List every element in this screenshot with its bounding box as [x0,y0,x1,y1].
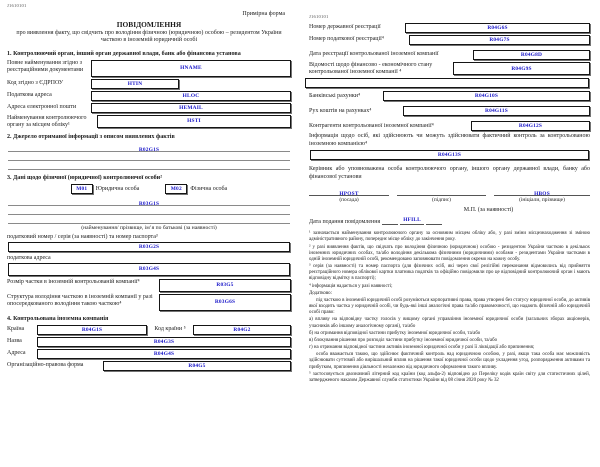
footnote-1: ¹ зазначається найменування контролюючого органу за основним місцем обліку або, у разі зміни місцезнаходження зі зміною адміністративного району, попереднє місце обліку до закінчення року. [309,231,590,243]
legal-person-label: Юридична особа [95,185,140,192]
initials-value: HBOS [534,191,550,198]
field-row-company-address [7,349,291,359]
tax-address-field[interactable] [91,91,291,101]
natural-person-label: Фізична особа [190,185,228,192]
tax-reg-number-field[interactable] [409,35,590,45]
form-subtitle: про виявлення факту, що свідчить про володіння фізичною (юридичною) особою – резидентом України часткою в іноземній юридичній особі [16,30,282,44]
edrpou-value: HTIN [127,80,143,87]
country-code-value: R04G2 [233,326,251,333]
field-row-reg-date [309,50,590,60]
blank-line[interactable] [382,217,398,225]
control-info-value: R04G13S [437,152,462,159]
bank-accounts-label: Банківські рахунки⁴ [309,92,361,99]
blank-line[interactable] [8,215,290,224]
share-size-field[interactable] [159,279,291,292]
section4-heading: 4. Контрольована іноземна компанія [7,315,109,322]
reg-date-label: Дата реєстрації контрольованої іноземної компанії [309,51,439,58]
counterparties-label: Контрагенти контрольованої іноземної компанії⁴ [309,122,434,129]
legal-person-code: М01 [76,185,88,192]
tax-reg-number-label: Номер податкової реєстрації⁴ [309,36,384,43]
person-tax-address-field[interactable] [8,263,290,276]
company-name-value: R04G3S [153,338,175,345]
signature-sign-column [397,187,486,203]
legal-person-option [71,184,140,194]
stamp-note: М.П. (за наявності) [463,207,514,214]
post-caption: (посада) [339,197,359,204]
company-address-label: Адреса [7,350,26,357]
section1-heading: 1. Контролюючий орган, інший орган державної влади, банк або фінансова установа [7,50,241,57]
submission-date-label: Дата подання повідомлення [309,219,381,226]
blank-line[interactable] [8,161,290,170]
reg-date-value: R04G8D [520,52,543,58]
state-reg-number-label: Номер державної реєстрації [309,24,381,31]
email-label: Адреса електронної пошти [7,104,77,111]
edrpou-label: Код згідно з ЄДРПОУ [7,80,64,87]
full-name-label: Повне найменування згідно з реєстраційними документами [7,59,84,73]
sign-caption: (підпис) [432,197,451,204]
form-title: ПОВІДОМЛЕННЯ [116,20,182,29]
field-row-tax-reg-number [309,35,590,45]
signature-intro: Керівник або уповноважена особа контролюючого органу, іншого органу державної влади, банку або фінансової установи [309,166,590,180]
person-type-row [7,184,291,194]
field-row-tax-address [7,91,291,101]
financial-state-field[interactable] [453,62,590,75]
footnote-item-v: в) блокування рішення про розподіл частини прибутку іноземної юридичної особи, та/або [309,337,498,343]
company-name-label: Назва [7,338,22,345]
bank-accounts-value: R04G10S [474,93,499,100]
company-name-field[interactable] [37,337,291,347]
form-page-2 [300,0,600,467]
source-info-value: R02G1S [138,146,160,153]
legal-form-field[interactable] [103,361,291,371]
control-info-label: Інформація щодо осіб, які здійснюють чи можуть здійснювати фактичний контроль за контрольованою іноземною компанією⁴ [309,133,590,147]
tax-address-label: Податкова адреса [7,92,52,99]
footnote-actual-control: особа вважається такою, що здійснює фактичний контроль над юридичною особою, у разі, якщо така особа має можливість здійснювати суттєвий або вирішальний вплив на рішення такої юридичної особи щодо укладення угод, розпорядження активами та прибутком, припинення діяльності незалежно від юридичного оформлення такого впливу. [309,352,590,370]
control-info-field[interactable] [310,150,589,160]
signature-name-column [494,187,590,203]
share-size-value: R03G5 [216,282,234,289]
footnote-item-g: г) на отримання відповідної частини активів іноземної юридичної особи у разі її ліквідації або припинення; [309,345,535,351]
field-row-cash-flow [309,106,590,116]
share-size-label: Розмір частки в іноземній контрольованій компанії⁴ [7,278,140,285]
person-name-line[interactable] [8,197,290,206]
email-value: HEMAIL [179,104,203,111]
field-row-company-name [7,337,291,347]
footnote-2: ² у разі виявлення фактів, що свідчать про володіння фізичною (юридичною) особою - резидентом України часткою в декількох іноземних юридичних особах, та/або володіння декількома фізичними (юридичними) особами - резидентами України частками в одній іноземній юридичній особі, рекомендовано заповнювати повідомлення окремо на кожну особу. [309,244,590,262]
section2-heading: 2. Джерело отриманої інформації з описом виявлених фактів [7,133,175,140]
person-name-caption: (найменування/ прізвище, ім’я по батькові (за наявності) [81,224,217,231]
footnote-item-b: б) на отримання відповідної частини прибутку іноземної юридичної особи, та/або [309,330,481,336]
country-value: R04G1S [81,326,103,333]
person-tax-number-label: податковий номер / серія (за наявності) та номер паспорта³ [7,233,158,240]
tax-reg-number-value: R04G7S [489,37,510,43]
footnote-additional-heading: Додатково: [309,290,332,296]
signature-post-column [309,187,389,203]
sti-field[interactable] [97,115,291,128]
tax-address-value: HLOC [182,92,200,99]
state-reg-number-field[interactable] [405,23,590,33]
country-label: Країна [7,326,25,333]
email-field[interactable] [91,103,291,113]
sign-line[interactable] [397,187,486,196]
legal-form-label: Організаційно-правова форма [7,362,84,369]
cash-flow-field[interactable] [403,106,590,116]
ownership-structure-value: R03G6S [214,299,236,306]
full-name-field[interactable] [91,60,291,77]
field-row-state-reg-number [309,23,590,33]
source-info-line[interactable] [8,143,290,152]
footnotes [309,231,590,384]
field-row-sti [7,115,291,129]
legal-person-checkbox[interactable] [71,184,93,194]
counterparties-field[interactable] [471,121,590,131]
field-row-legal-form [7,361,291,371]
field-row-ownership-structure [7,294,291,311]
full-name-value: HNAME [180,65,202,72]
field-row-bank-accounts [309,91,590,101]
blank-line[interactable] [8,152,290,161]
person-tax-number-field[interactable] [8,242,290,252]
state-reg-number-value: R04G6S [487,25,508,31]
footnote-3: ³ серія (за наявності) та номер паспорта (для фізичних осіб, які через свої релігійні переконання відмовились від прийняття реєстраційного номера облікової картки платника податків та офіційно повідомили про це відповідний контролюючий орган і мають відповідну відмітку в паспорті); [309,264,590,282]
edrpou-field[interactable] [91,79,179,89]
sample-form-stamp: Примірна форма [242,11,285,17]
section3-heading: 3. Дані щодо фізичної (юридичної) контролюючої особи² [7,174,163,181]
footnote-4: ⁴ інформація надається у разі наявності; [309,283,393,289]
form-code: J1610101 [7,3,27,8]
blank-line[interactable] [426,217,442,225]
natural-person-checkbox[interactable] [165,184,187,194]
person-tax-address-label: податкова адреса [7,254,51,261]
initials-line[interactable] [494,187,590,196]
footnote-item-a: а) впливу на відповідну частку голосів у вищому органі управління іноземної юридичної особи (загальних зборах акціонерів, учасників або іншому аналогічному органі), та/або [309,317,590,329]
ownership-structure-label: Структура володіння часткою в іноземній компанії у разі опосередкованого володіння такою часткою⁴ [7,293,153,308]
country-field[interactable] [37,325,147,335]
person-tax-number-value: R03G2S [138,243,160,250]
blank-line[interactable] [8,206,290,215]
field-row-share-size [7,279,291,292]
financial-state-continuation-field[interactable] [305,78,589,88]
submission-date-line[interactable] [400,216,424,225]
submission-date-value: HFILL [403,217,421,224]
legal-form-value: R04G5 [188,362,206,369]
ownership-structure-field[interactable] [159,294,291,311]
sti-label: Найменування контролюючого органу за місцем обліку¹ [7,114,87,128]
financial-state-value: R04G9S [511,65,532,72]
counterparties-value: R04G12S [518,123,543,130]
submission-date-row [309,216,590,225]
country-code-field[interactable] [193,325,291,335]
initials-caption: (ініціали, прізвище) [519,197,565,204]
natural-person-option [165,184,227,194]
person-tax-address-value: R03G4S [138,266,160,273]
form-code: J1610101 [309,14,329,19]
financial-state-label: Відомості щодо фінансово - економічного стану контрольованої іноземної компанії ⁴ [309,62,433,76]
signature-row [309,187,590,203]
reg-date-field[interactable] [473,50,590,60]
country-code-label: Код країни ⁵ [154,326,186,333]
cash-flow-value: R04G11S [485,108,508,115]
footnote-share-definition: під часткою в іноземній юридичній особі розуміються корпоративні права, права утворені без статусу юридичної особи, до активів якої входить частка у юридичній особі, чи будь-які інші аналогічні права та/або правомочності, що надають фізичній або юридичній особі право: [309,297,591,316]
post-line[interactable] [309,187,389,196]
company-address-value: R04G4S [153,350,175,357]
field-row-edrpou [7,79,291,89]
field-row-financial-state [309,62,590,76]
bank-accounts-field[interactable] [383,91,590,101]
company-address-field[interactable] [37,349,291,359]
field-row-counterparties [309,121,590,131]
footnote-5: ⁵ застосовується двозначний літерний код країни (код альфа-2) відповідно до Переліку кодів країн світу для статистичних цілей, затвердженого наказом Державної служби статистики України від 08 січня 2020 року № 32 [309,371,590,383]
field-row-email [7,103,291,113]
field-row-country [7,325,291,335]
cash-flow-label: Рух коштів на рахунках⁴ [309,107,372,114]
natural-person-code: М02 [170,185,182,192]
person-name-value: R03G1S [138,200,160,207]
sti-value: HSTI [187,118,201,125]
field-row-full-name [7,60,291,77]
post-value: HPOST [339,191,359,198]
